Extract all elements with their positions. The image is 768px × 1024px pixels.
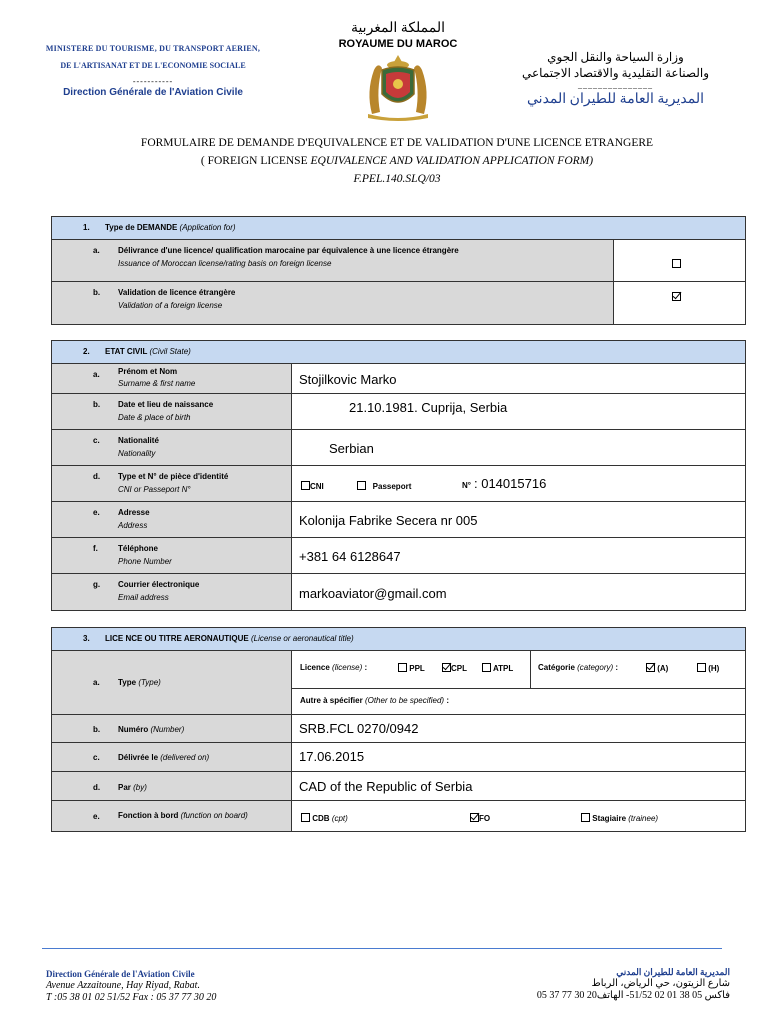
section-number: 2. [83, 347, 90, 356]
row-letter: a. [93, 678, 100, 687]
row-label-fr [118, 678, 161, 687]
section-title: ETAT CIVIL [105, 347, 148, 356]
row-letter: d. [93, 472, 101, 481]
kingdom-ar: المملكة المغربية [350, 21, 446, 36]
direction-fr: Direction Générale de l'Aviation Civile [63, 87, 243, 98]
form-subtitle-open: ( FOREIGN LICENSE [200, 155, 311, 167]
surname-row [52, 364, 745, 394]
row-label-fr [118, 753, 209, 762]
nationality-row [52, 430, 745, 466]
section-civil-state [51, 340, 746, 611]
section-application-type [51, 216, 746, 325]
other-label-fr: Autre à spécifier [300, 696, 363, 705]
row-letter: a. [93, 246, 100, 255]
row-label [52, 364, 292, 393]
atpl-option[interactable] [482, 663, 513, 673]
issuer-row [52, 772, 745, 801]
row-label-fr: Prénom et Nom [118, 367, 178, 376]
section-title-en: (Application for) [179, 223, 236, 232]
function-label-en: (function on board) [180, 811, 248, 820]
issuer-label-fr: Par [118, 783, 131, 792]
row-letter: b. [93, 400, 101, 409]
form-title: FORMULAIRE DE DEMANDE D'EQUIVALENCE ET DE VALIDATION D'UNE LICENCE ETRANGERE [140, 137, 654, 149]
row-label-en: Email address [118, 593, 169, 602]
category-a-label: (A) [657, 664, 669, 673]
row-label-fr: Type et N° de pièce d'identité [118, 472, 229, 481]
direction-ar: المديرية العامة للطيران المدني [527, 92, 704, 107]
cni-label: CNI [310, 482, 324, 491]
id-row [52, 466, 745, 502]
category-label [538, 663, 618, 672]
section-header [52, 628, 745, 651]
form-titles [50, 134, 744, 188]
atpl-checkbox[interactable] [482, 663, 491, 672]
nationality-field[interactable]: Serbian [329, 441, 374, 456]
row-label [52, 801, 292, 831]
issuer-label-en: (by) [133, 783, 147, 792]
trainee-checkbox[interactable] [581, 813, 590, 822]
header-right [508, 50, 723, 108]
section-number: 1. [83, 223, 90, 232]
kingdom-fr: ROYAUME DU MAROC [338, 38, 458, 50]
row-label-fr: Courrier électronique [118, 580, 200, 589]
ministry-ar-line2: والصناعة التقليدية والاقتصاد الاجتماعي [521, 66, 710, 80]
category-divider [530, 651, 531, 688]
function-label-fr: Fonction à bord [118, 811, 179, 820]
cni-option[interactable] [301, 481, 324, 491]
number-row [52, 715, 745, 743]
delivered-label-en: (delivered on) [160, 753, 210, 762]
row-label-fr: Validation de licence étrangère [118, 288, 236, 297]
row-label-en: Surname & first name [118, 379, 196, 388]
licence-label-fr: Licence [300, 663, 330, 672]
footer-phone-fr: T :05 38 01 02 51/52 Fax : 05 37 77 30 20 [46, 992, 217, 1003]
row-letter: c. [93, 436, 100, 445]
row-label [52, 394, 292, 429]
coat-of-arms-icon [358, 52, 438, 122]
application-row-a [52, 240, 745, 282]
id-number-field[interactable]: : 014015716 [474, 476, 547, 491]
section-title-en: (Civil State) [149, 347, 191, 356]
ministry-line2: DE L'ARTISANAT ET DE L'ECONOMIE SOCIALE [60, 61, 246, 70]
validation-checkbox[interactable] [672, 292, 681, 301]
cpl-option[interactable] [442, 663, 467, 673]
category-h-label: (H) [708, 664, 720, 673]
row-label [52, 651, 292, 714]
passport-checkbox[interactable] [357, 481, 366, 490]
address-row [52, 502, 745, 538]
cpl-label: CPL [451, 664, 467, 673]
row-label-en: Phone Number [118, 557, 172, 566]
category-a-option[interactable] [646, 663, 668, 673]
licence-colon: : [364, 663, 368, 672]
row-letter: b. [93, 288, 101, 297]
row-label-en: Address [118, 521, 148, 530]
row-letter: e. [93, 508, 100, 517]
cpl-checkbox[interactable] [442, 663, 451, 672]
section-header [52, 341, 745, 364]
row-label-en: Issuance of Moroccan license/rating basis on foreign license [118, 259, 332, 268]
row-label [52, 772, 292, 800]
row-label-fr [118, 725, 184, 734]
licence-label [300, 663, 367, 672]
row-label-fr: Nationalité [118, 436, 159, 445]
email-field[interactable]: markoaviator@gmail.com [299, 586, 447, 601]
footer-left [46, 968, 216, 1004]
cdb-checkbox[interactable] [301, 813, 310, 822]
type-divider [292, 688, 745, 689]
row-letter: g. [93, 580, 101, 589]
category-label-en: (category) [577, 663, 614, 672]
row-label [52, 430, 292, 465]
form-subtitle-italic: EQUIVALENCE AND VALIDATION APPLICATION FORM) [310, 155, 594, 167]
row-label [52, 538, 292, 573]
passport-label: Passeport [372, 482, 412, 491]
row-label-en: Validation of a foreign license [118, 301, 223, 310]
row-label [52, 502, 292, 537]
row-label-fr: Délivrance d'une licence/ qualification marocaine par équivalence à une licence étrangère [118, 246, 459, 255]
cni-checkbox[interactable] [301, 481, 310, 490]
header-separator: ----------- [132, 77, 174, 86]
other-label-en: (Other to be specified) [364, 696, 445, 705]
category-label-fr: Catégorie [538, 663, 575, 672]
footer-org-fr: Direction Générale de l'Aviation Civile [46, 969, 195, 979]
type-label-en: (Type) [138, 678, 161, 687]
function-row [52, 801, 745, 831]
licence-label-en: (license) [332, 663, 363, 672]
section-title-en: (License or aeronautical title) [250, 634, 354, 643]
row-label [52, 574, 292, 610]
footer-address-fr: Avenue Azzaitoune, Hay Riyad, Rabat. [46, 980, 200, 991]
row-label-fr: Date et lieu de naissance [118, 400, 214, 409]
category-h-checkbox[interactable] [697, 663, 706, 672]
cdb-option[interactable] [301, 813, 348, 823]
trainee-label-en: (trainee) [628, 814, 659, 823]
ppl-checkbox[interactable] [398, 663, 407, 672]
phone-row [52, 538, 745, 574]
birth-row [52, 394, 745, 430]
phone-field[interactable]: +381 64 6128647 [299, 549, 401, 564]
ministry-ar-line1: وزارة السياحة والنقل الجوي [547, 50, 684, 64]
ministry-line1: MINISTERE DU TOURISME, DU TRANSPORT AERIEN, [45, 44, 261, 53]
row-letter: e. [93, 812, 100, 821]
address-field[interactable]: Kolonija Fabrike Secera nr 005 [299, 513, 478, 528]
section-header [52, 217, 745, 240]
trainee-label: Stagiaire [592, 814, 627, 823]
fo-checkbox[interactable] [470, 813, 479, 822]
section-number: 3. [83, 634, 90, 643]
type-row [52, 651, 745, 715]
row-label-fr: Adresse [118, 508, 150, 517]
number-label-en: (Number) [150, 725, 185, 734]
cdb-label-en: (cpt) [331, 814, 348, 823]
header-center [318, 20, 478, 122]
fo-label: FO [479, 814, 491, 823]
form-subtitle [50, 152, 744, 170]
delivered-row [52, 743, 745, 772]
row-label-en: CNI or Passeport N° [118, 485, 191, 494]
email-row [52, 574, 745, 610]
license-number-field[interactable]: SRB.FCL 0270/0942 [299, 721, 419, 736]
application-row-b [52, 282, 745, 324]
header-left [28, 44, 278, 98]
footer-right [490, 966, 730, 1002]
row-letter: f. [93, 544, 98, 553]
row-letter: d. [93, 783, 101, 792]
cdb-label: CDB [312, 814, 330, 823]
row-letter: b. [93, 725, 101, 734]
trainee-option[interactable] [581, 813, 658, 823]
section-title: Type de DEMANDE [105, 223, 178, 232]
row-letter: c. [93, 753, 100, 762]
row-label [52, 466, 292, 501]
delivered-date-field[interactable]: 17.06.2015 [299, 749, 365, 764]
fo-option[interactable] [470, 813, 490, 823]
other-colon: : [446, 696, 449, 705]
form-code-text: F.PEL.140.SLQ/03 [353, 173, 441, 185]
footer-phone-ar: 05 37 77 30 20فاكس 05 38 01 02 51/52- الهاتف [536, 990, 730, 1001]
category-a-checkbox[interactable] [646, 663, 655, 672]
row-label-fr [118, 811, 248, 820]
header-separator-ar: _______________ [578, 81, 653, 90]
category-h-option[interactable] [697, 663, 719, 673]
row-label-en: Nationality [118, 449, 156, 458]
row-label [52, 282, 614, 324]
footer-divider [42, 948, 722, 949]
id-number-label: N° [462, 481, 471, 490]
section-license [51, 627, 746, 832]
ppl-option[interactable] [398, 663, 425, 673]
ppl-label: PPL [409, 664, 425, 673]
issuer-field[interactable]: CAD of the Republic of Serbia [299, 779, 473, 794]
section-title: LICE NCE OU TITRE AERONAUTIQUE [105, 634, 249, 643]
surname-field[interactable]: Stojilkovic Marko [299, 372, 397, 387]
row-label [52, 240, 614, 281]
row-label [52, 715, 292, 742]
row-label-en: Date & place of birth [118, 413, 191, 422]
row-label-fr: Téléphone [118, 544, 159, 553]
birth-field[interactable]: 21.10.1981. Cuprija, Serbia [349, 400, 508, 415]
form-code [50, 170, 744, 188]
delivered-label-fr: Délivrée le [118, 753, 159, 762]
other-specify-label [300, 696, 449, 705]
footer-org-ar: المديرية العامة للطيران المدني [616, 967, 730, 977]
type-label-fr: Type [118, 678, 137, 687]
category-colon: : [615, 663, 619, 672]
row-label [52, 743, 292, 771]
passport-option[interactable] [357, 481, 411, 491]
row-label-fr [118, 783, 147, 792]
number-label-fr: Numéro [118, 725, 149, 734]
row-letter: a. [93, 370, 100, 379]
atpl-label: ATPL [492, 664, 514, 673]
equivalence-checkbox[interactable] [672, 259, 681, 268]
footer-address-ar: شارع الزيتون، حي الرياض، الرباط [591, 978, 730, 989]
